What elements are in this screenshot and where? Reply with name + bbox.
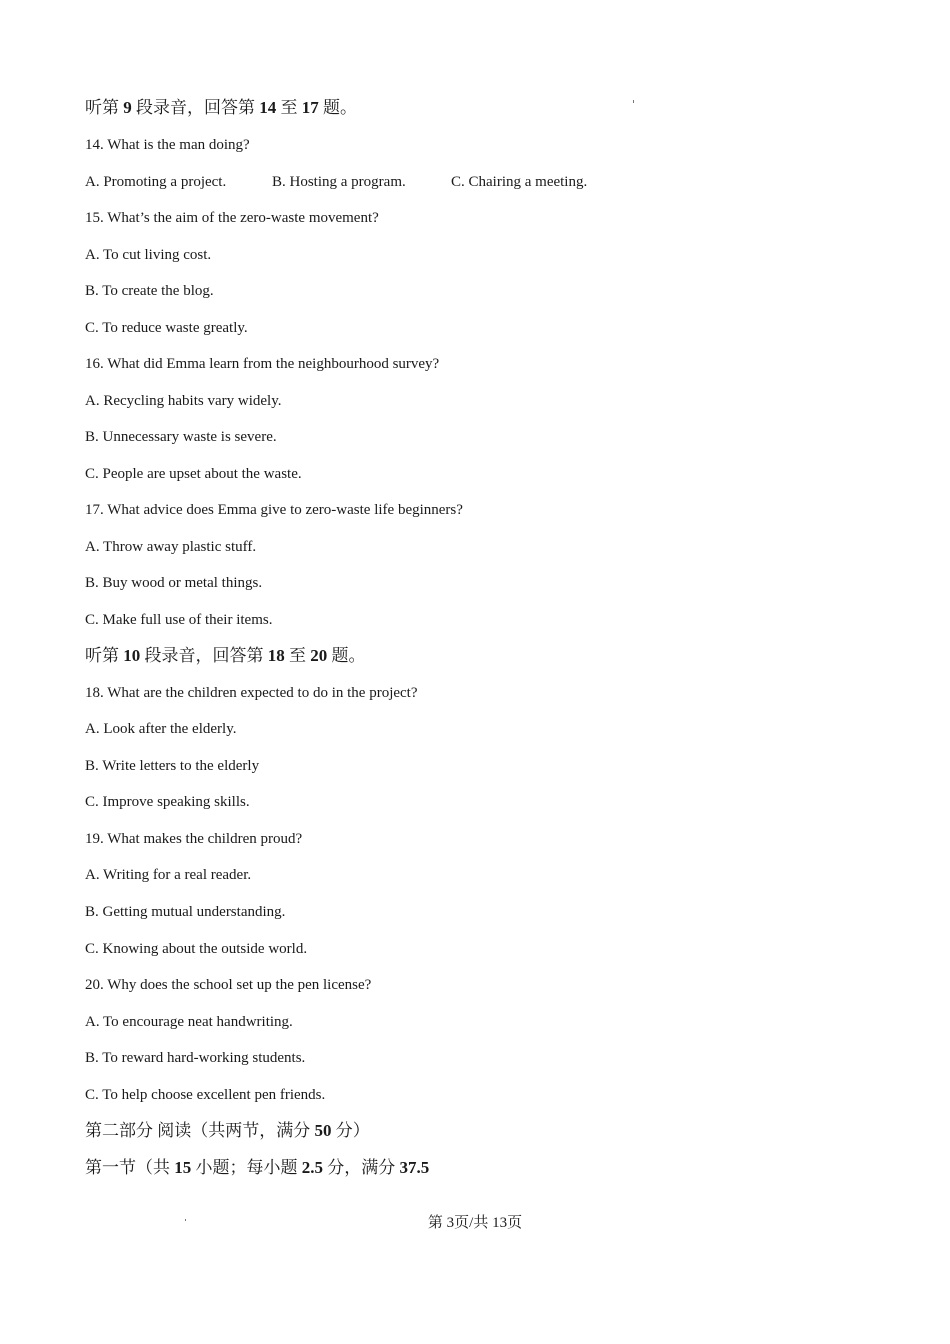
option-15-a: A. To cut living cost. (85, 247, 212, 263)
option-14-c: C. Chairing a meeting. (451, 174, 588, 190)
option-17-c: C. Make full use of their items. (85, 612, 273, 628)
option-19-b: B. Getting mutual understanding. (85, 904, 286, 920)
option-16-b: B. Unnecessary waste is severe. (85, 429, 277, 445)
scan-mark (633, 100, 634, 103)
question-20: 20. Why does the school set up the pen license? (85, 977, 372, 993)
option-19-a: A. Writing for a real reader. (85, 867, 252, 883)
question-18: 18. What are the children expected to do in the project? (85, 685, 418, 701)
option-15-c: C. To reduce waste greatly. (85, 320, 248, 336)
option-14-a: A. Promoting a project. (85, 174, 227, 190)
option-20-b: B. To reward hard-working students. (85, 1050, 306, 1066)
option-17-a: A. Throw away plastic stuff. (85, 539, 257, 555)
option-14-b: B. Hosting a program. (272, 174, 406, 190)
option-20-c: C. To help choose excellent pen friends. (85, 1087, 326, 1103)
option-16-c: C. People are upset about the waste. (85, 466, 302, 482)
question-15: 15. What’s the aim of the zero-waste movement? (85, 210, 379, 226)
section-heading-10: 听第 10 段录音，回答第 18 至 20 题。 (85, 646, 366, 665)
page-footer: 第 3页/共 13页 (427, 1215, 523, 1231)
option-18-c: C. Improve speaking skills. (85, 794, 250, 810)
question-14: 14. What is the man doing? (85, 137, 250, 153)
question-16: 16. What did Emma learn from the neighbourhood survey? (85, 356, 440, 372)
question-17: 17. What advice does Emma give to zero-waste life beginners? (85, 502, 463, 518)
option-20-a: A. To encourage neat handwriting. (85, 1014, 293, 1030)
option-16-a: A. Recycling habits vary widely. (85, 393, 282, 409)
option-19-c: C. Knowing about the outside world. (85, 941, 308, 957)
part2-section1-heading: 第一节（共 15 小题；每小题 2.5 分，满分 37.5 (85, 1158, 430, 1177)
option-15-b: B. To create the blog. (85, 283, 214, 299)
option-18-b: B. Write letters to the elderly (85, 758, 260, 774)
option-17-b: B. Buy wood or metal things. (85, 575, 263, 591)
option-18-a: A. Look after the elderly. (85, 721, 237, 737)
question-19: 19. What makes the children proud? (85, 831, 303, 847)
section-heading-9: 听第 9 段录音，回答第 14 至 17 题。 (85, 98, 357, 117)
part2-heading: 第二部分 阅读（共两节，满分 50 分） (85, 1121, 370, 1140)
